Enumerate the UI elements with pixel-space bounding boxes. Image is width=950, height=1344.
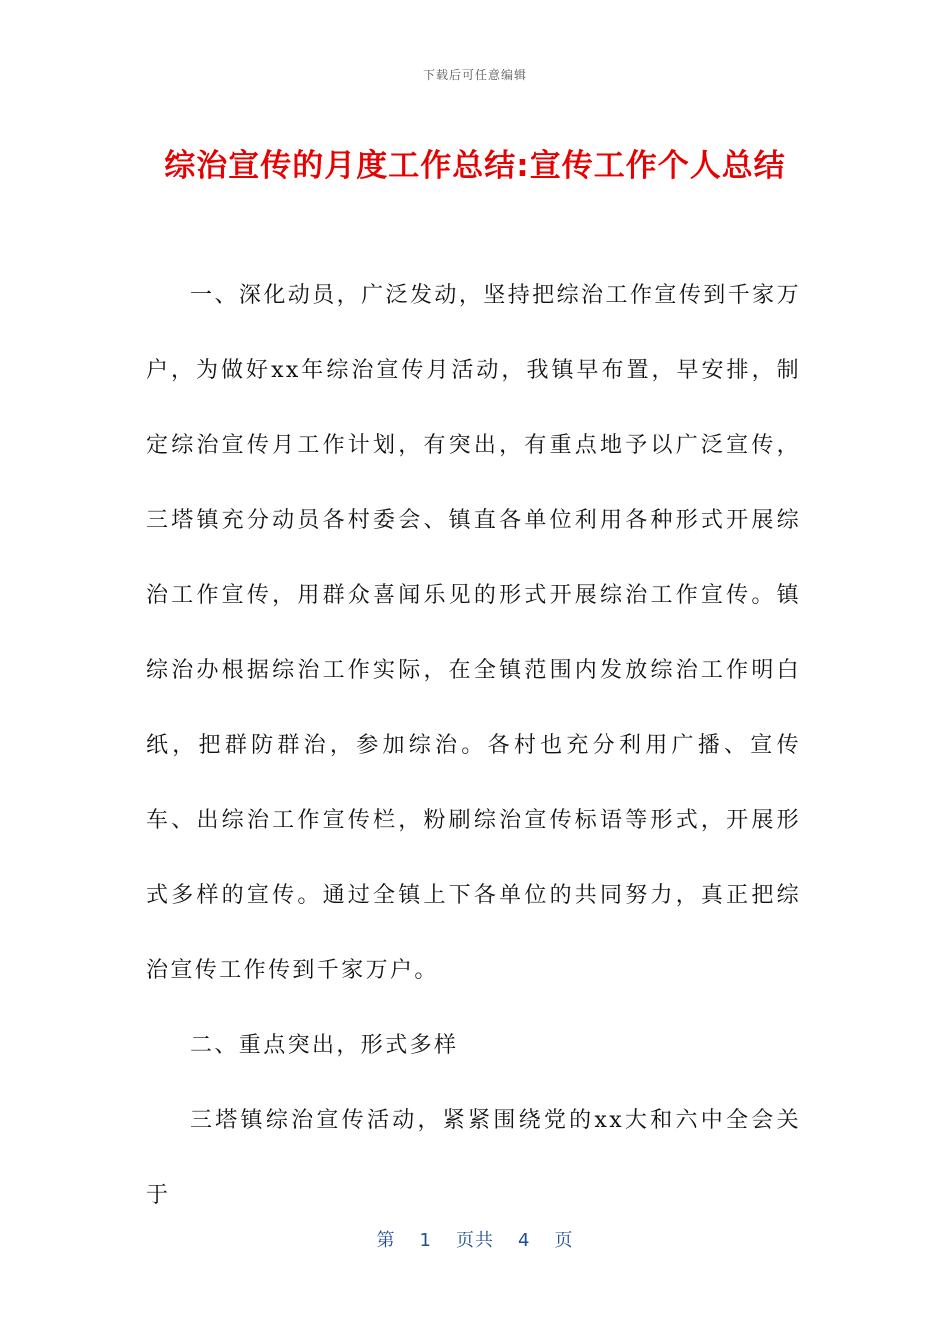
footer-total-pages: 4: [518, 1230, 531, 1251]
footer-mid: 页共: [456, 1230, 494, 1251]
paragraph-2: 二、重点突出，形式多样: [190, 1033, 459, 1058]
footer-prefix: 第: [376, 1230, 396, 1251]
footer-suffix: 页: [554, 1230, 574, 1251]
paragraph-3: 三塔镇综治宣传活动，紧紧围绕党的xx大和六中全会关于: [146, 1108, 801, 1208]
document-title: 综治宣传的月度工作总结:宣传工作个人总结: [164, 148, 786, 184]
document-body: [146, 258, 801, 1233]
paragraph-1: 一、深化动员，广泛发动，坚持把综治工作宣传到千家万户，为做好xx年综治宣传月活动，我镇早布置，早安排，制定综治宣传月工作计划，有突出，有重点地予以广泛宣传，三塔镇充分动员各村委会、镇直各单位利用各种形式开展综治工作宣传，用群众喜闻乐见的形式开展综治工作宣传。镇综治办根据综治工作实际，在全镇范围内发放综治工作明白纸，把群防群治，参加综治。各村也充分利用广播、宣传车、出综治工作宣传栏，粉刷综治宣传标语等形式，开展形式多样的宣传。通过全镇上下各单位的共同努力，真正把综治宣传工作传到千家万户。: [146, 283, 801, 983]
page-footer: [0, 1226, 950, 1252]
footer-current-page: 1: [419, 1230, 432, 1251]
header-note: 下载后可任意编辑: [422, 68, 527, 82]
